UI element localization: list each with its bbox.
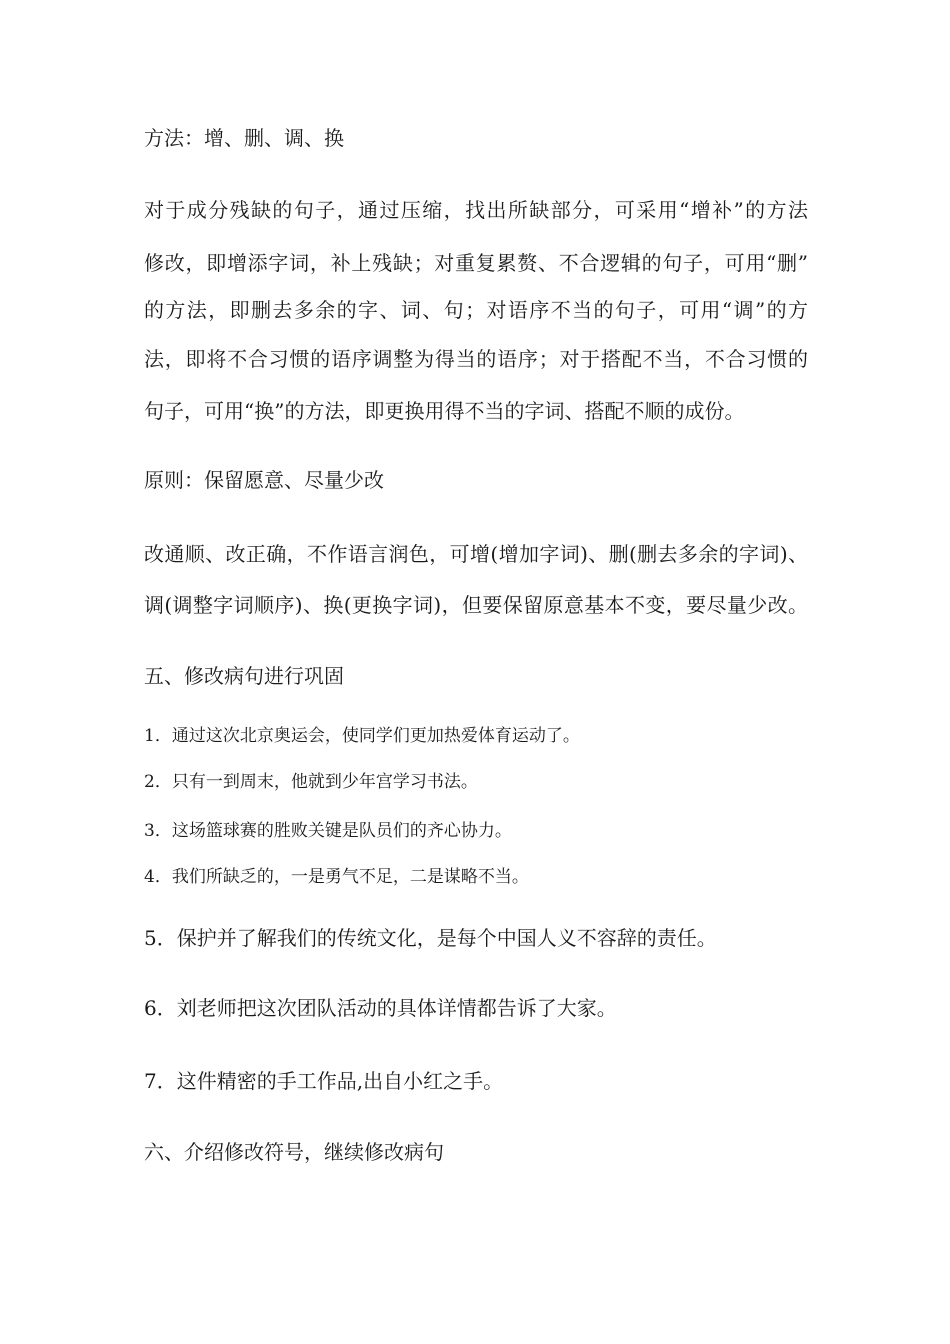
method-heading: 方法：增、删、调、换 bbox=[144, 126, 344, 150]
method-paragraph-line: 的方法，即删去多余的字、词、句；对语序不当的句子，可用“调”的方 bbox=[144, 298, 808, 322]
principle-paragraph-line: 调(调整字词顺序)、换(更换字词)，但要保留原意基本不变，要尽量少改。 bbox=[144, 593, 808, 617]
method-paragraph-line: 对于成分残缺的句子，通过压缩，找出所缺部分，可采用“增补”的方法 bbox=[144, 198, 808, 222]
method-paragraph-line: 修改，即增添字词，补上残缺；对重复累赘、不合逻辑的句子，可用“删” bbox=[144, 251, 808, 275]
principle-paragraph-line: 改通顺、改正确，不作语言润色，可增(增加字词)、删(删去多余的字词)、 bbox=[144, 542, 808, 566]
exercise-item: 4．我们所缺乏的，一是勇气不足，二是谋略不当。 bbox=[144, 867, 529, 887]
section-6-heading: 六、介绍修改符号，继续修改病句 bbox=[144, 1140, 444, 1164]
principle-heading: 原则：保留愿意、尽量少改 bbox=[144, 468, 384, 492]
method-paragraph-line: 句子，可用“换”的方法，即更换用得不当的字词、搭配不顺的成份。 bbox=[144, 399, 745, 423]
section-5-heading: 五、修改病句进行巩固 bbox=[144, 664, 344, 688]
exercise-item: 5．保护并了解我们的传统文化，是每个中国人义不容辞的责任。 bbox=[144, 926, 717, 950]
exercise-item: 7．这件精密的手工作品,出自小红之手。 bbox=[144, 1069, 504, 1093]
exercise-item: 2．只有一到周末，他就到少年宫学习书法。 bbox=[144, 772, 478, 792]
exercise-item: 1．通过这次北京奥运会，使同学们更加热爱体育运动了。 bbox=[144, 726, 580, 746]
exercise-item: 6．刘老师把这次团队活动的具体详情都告诉了大家。 bbox=[144, 996, 617, 1020]
method-paragraph-line: 法，即将不合习惯的语序调整为得当的语序；对于搭配不当，不合习惯的 bbox=[144, 347, 808, 371]
exercise-item: 3．这场篮球赛的胜败关键是队员们的齐心协力。 bbox=[144, 821, 512, 841]
